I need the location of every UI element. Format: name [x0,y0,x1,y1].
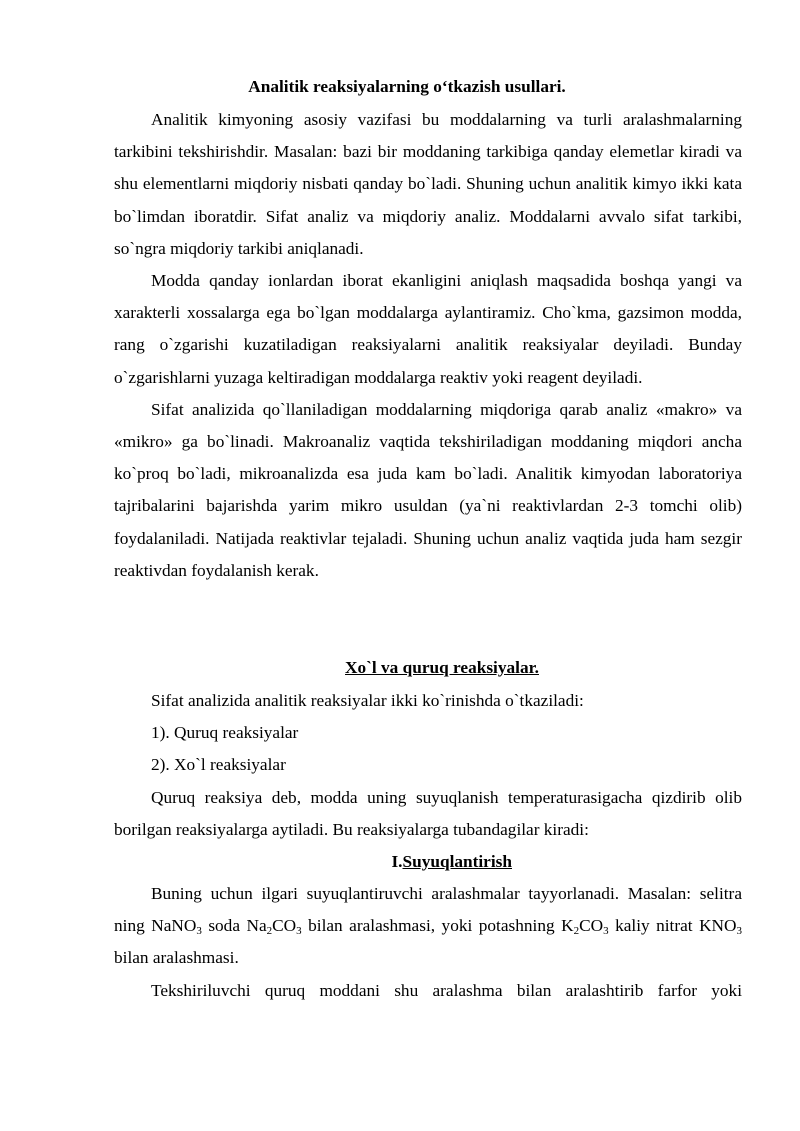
p6-sub-6: 3 [736,925,743,938]
paragraph-6 [114,878,742,975]
subsection-number: I. [391,852,403,872]
p6-text-a: Buning uchun ilgari suyuqlantiruvchi aralashmalar tayyorlanadi. Masalan: selitra ning NaNO [114,884,742,936]
p6-text-d: bilan aralashmasi, yoki potashning K [301,916,574,936]
paragraph-3: Sifat analizida qo`llaniladigan moddalarning miqdoriga qarab analiz «makro» va «mikro» ga bo`linadi. Makroanaliz vaqtida tekshiriladigan moddaning miqdori ancha ko`proq bo`ladi, mikroanalizda esa juda kam bo`ladi. Analitik kimyodan laboratoriya tajribalarini bajarishda yarim mikro usuldan (ya`ni reaktivlardan 2-3 tomchi olib) foydalaniladi. Natijada reaktivlar tejaladi. Shuning uchun analiz vaqtida juda ham sezgir reaktivdan foydalanish kerak. [114,399,742,580]
p6-sub-3: 3 [296,925,302,938]
list-item-wet: 2). Xo`l reaksiyalar [151,755,286,775]
paragraph-4: Sifat analizida analitik reaksiyalar ikki ko`rinishda o`tkaziladi: [151,691,584,711]
section-heading-wet-dry: Xo`l va quruq reaksiyalar. [345,658,539,678]
p6-text-g: bilan aralashmasi. [114,948,239,968]
subsection-heading-melting [114,846,742,878]
p6-text-f: kaliy nitrat KNO [608,916,737,936]
paragraph-2: Modda qanday ionlardan iborat ekanligini aniqlash maqsadida boshqa yangi va xarakterli xossalarga ega bo`lgan moddalarga aylantiramiz. Cho`kma, gazsimon modda, rang o`zgarishi kuzatiladigan reaksiyalarni analitik reaksiyalar deyiladi. Bunday o`zgarishlarni yuzaga keltiradigan moddalarga reaktiv yoki reagent deyiladi. [114,271,742,387]
p6-text-e: CO [579,916,604,936]
p6-sub-4: 2 [573,925,580,938]
p6-sub-2: 2 [266,925,273,938]
paragraph-5: Quruq reaksiya deb, modda uning suyuqlanish temperaturasigacha qizdirib olib borilgan reaksiyalarga aytiladi. Bu reaksiyalarga tubandagilar kiradi: [114,787,742,839]
paragraph-7: Tekshiriluvchi quruq moddani shu aralashma bilan aralashtirib farfor yoki [151,980,742,1000]
page-title: Analitik reaksiyalarning o‘tkazish usullari. [248,77,566,96]
list-item-dry: 1). Quruq reaksiyalar [151,723,299,743]
section-gap [114,587,742,651]
p6-sub-5: 3 [603,925,609,938]
p6-sub-1: 3 [196,925,202,938]
p6-text-b: soda Na [201,916,267,936]
paragraph-1: Analitik kimyoning asosiy vazifasi bu moddalarning va turli aralashmalarning tarkibini tekshirishdir. Masalan: bazi bir moddaning tarkibiga qanday elemetlar kiradi va shu elementlarni miqdoriy nisbati qanday bo`ladi. Shuning uchun analitik kimyo ikki kata bo`limdan iboratdir. Sifat analiz va miqdoriy analiz. Moddalarni avvalo sifat tarkibi, so`ngra miqdoriy tarkibi aniqlanadi. [114,110,742,258]
document-page [114,70,742,1007]
subsection-title: Suyuqlantirish [402,852,512,872]
p6-text-c: CO [272,916,297,936]
